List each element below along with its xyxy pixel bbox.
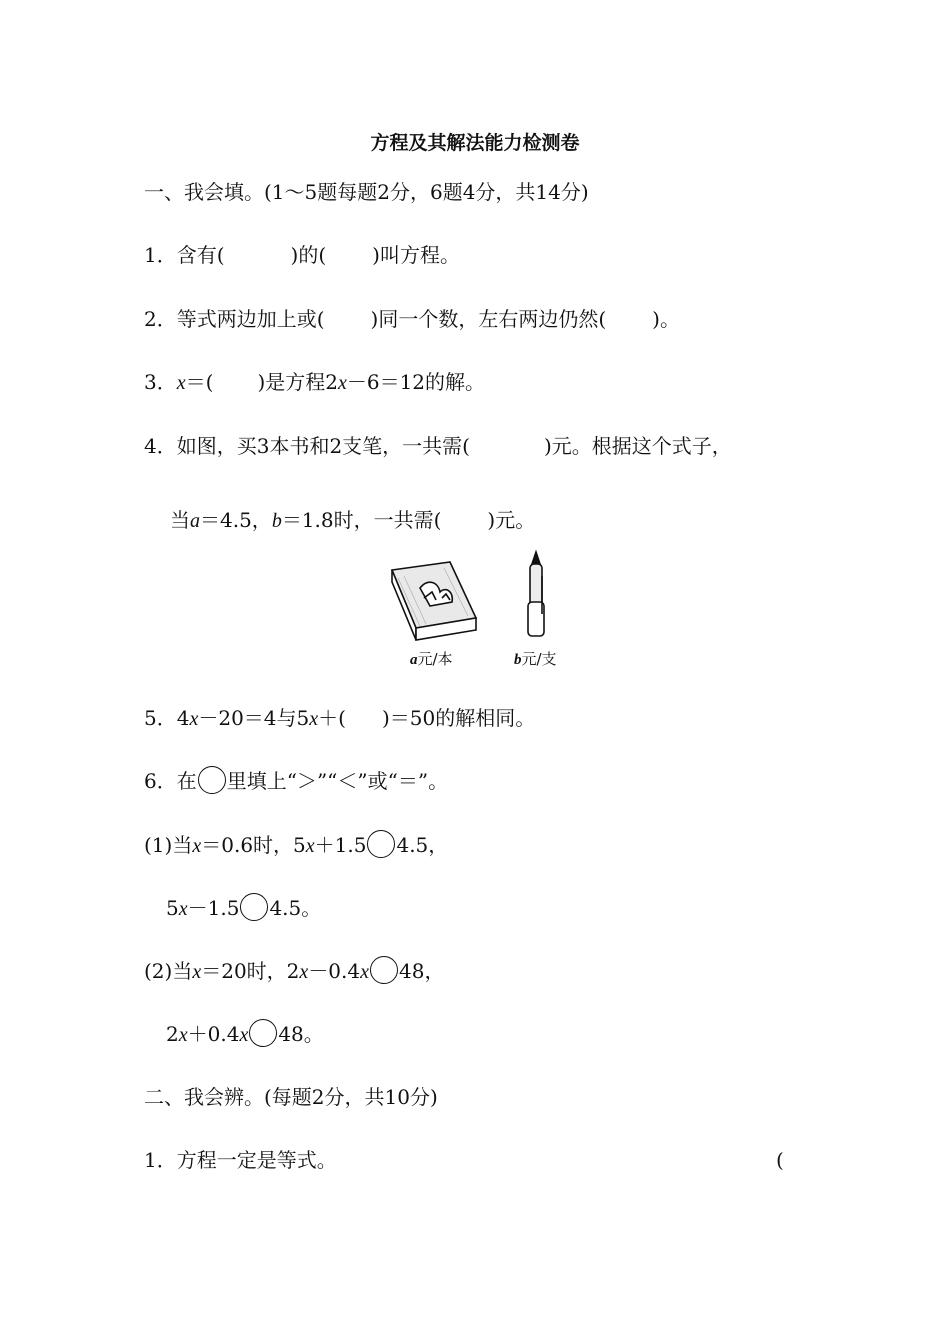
book-illustration <box>380 548 590 648</box>
question-6-part1-line2: 5x－1.5 4.5。 <box>166 893 321 923</box>
comparison-circle[interactable] <box>240 893 268 921</box>
comparison-circle[interactable] <box>249 1019 277 1047</box>
page-title: 方程及其解法能力检测卷 <box>370 132 580 154</box>
pen-illustration <box>528 552 544 636</box>
question-number: 1． <box>144 1148 177 1172</box>
question-5-fill: 5．4x－20＝4与5x＋( )＝50的解相同。 <box>144 706 536 730</box>
question-1-fill: 1．含有( )的( )叫方程。 <box>144 243 460 267</box>
question-3-fill: 3．x＝( )是方程2x－6＝12的解。 <box>144 370 486 394</box>
question-2-fill: 2．等式两边加上或( )同一个数，左右两边仍然( )。 <box>144 307 680 331</box>
question-6-part2-line2: 2x＋0.4x 48。 <box>166 1019 324 1049</box>
pen-price-caption: b元/支 <box>514 650 557 668</box>
book-price-caption: a元/本 <box>410 650 453 668</box>
comparison-circle[interactable] <box>370 956 398 984</box>
comparison-circle[interactable] <box>367 830 395 858</box>
question-number: 3． <box>144 370 177 394</box>
circle-icon <box>198 766 226 794</box>
book-pen-figure <box>380 548 590 672</box>
question-6-intro: 6．在 里填上“＞”“＜”或“＝”。 <box>144 766 448 795</box>
section2-heading: 二、我会辨。(每题2分，共10分) <box>144 1085 438 1109</box>
judgement-question-1: 1．方程一定是等式。 <box>144 1148 337 1172</box>
question-6-part2-line1: (2)当x＝20时，2x－0.4x 48， <box>144 956 444 986</box>
question-6-part1-line1: (1)当x＝0.6时，5x＋1.5 4.5， <box>144 830 448 860</box>
question-4-line1: 4．如图，买3本书和2支笔，一共需( )元。根据这个式子， <box>144 434 732 458</box>
question-number: 6． <box>144 769 177 793</box>
answer-bracket[interactable]: ( <box>776 1148 784 1172</box>
question-number: 2． <box>144 307 177 331</box>
question-number: 4． <box>144 434 177 458</box>
question-4-line2: 当a＝4.5，b＝1.8时，一共需( )元。 <box>170 508 536 532</box>
section1-heading: 一、我会填。(1～5题每题2分，6题4分，共14分) <box>144 180 589 204</box>
question-number: 1． <box>144 243 177 267</box>
question-number: 5． <box>144 706 177 730</box>
